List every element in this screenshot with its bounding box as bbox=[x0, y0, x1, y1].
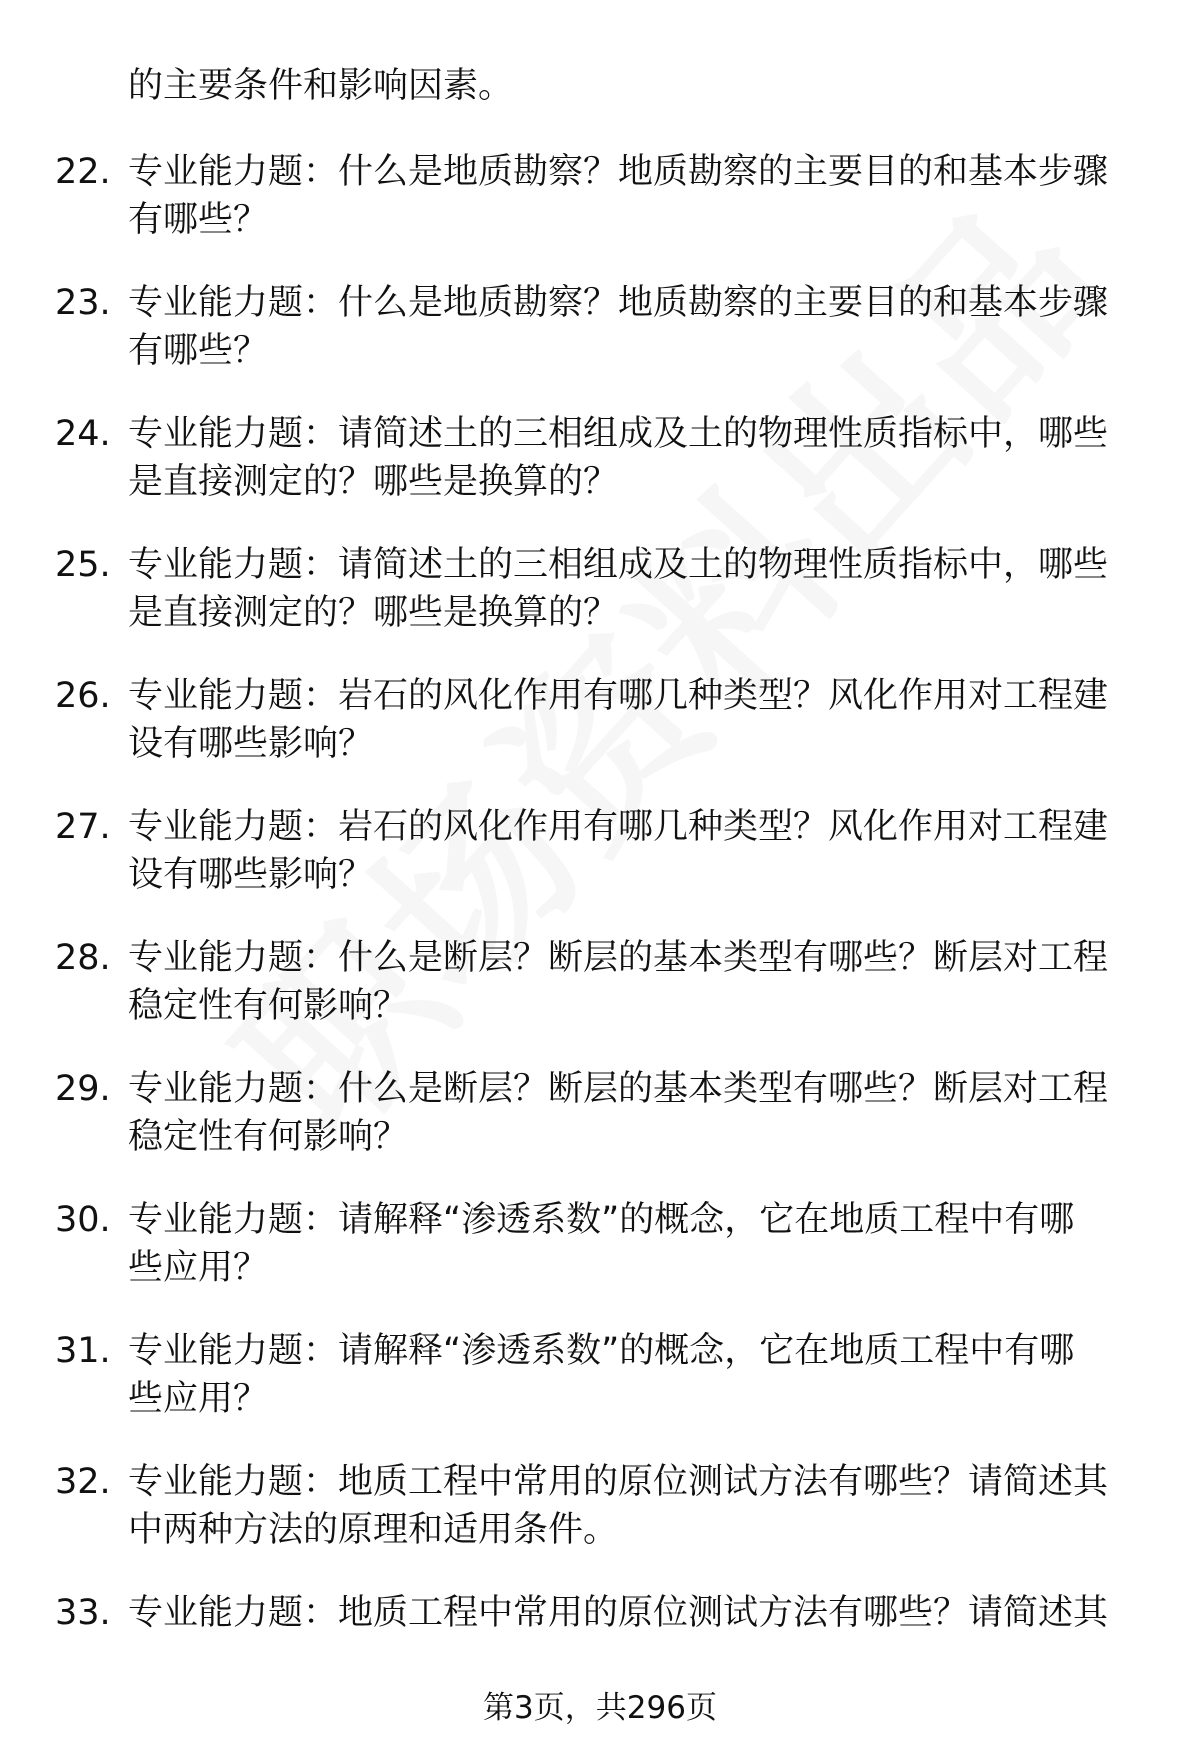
question-line: 专业能力题：什么是地质勘察？地质勘察的主要目的和基本步骤 bbox=[128, 152, 1109, 192]
question-line: 专业能力题：地质工程中常用的原位测试方法有哪些？请简述其 bbox=[128, 1593, 1109, 1633]
question-line: 稳定性有何影响？ bbox=[128, 1117, 409, 1157]
question-text bbox=[128, 1065, 1138, 1161]
question-item bbox=[0, 1458, 1200, 1589]
question-number: 32. bbox=[55, 1462, 111, 1502]
question-item bbox=[0, 803, 1200, 934]
question-line: 专业能力题：什么是断层？断层的基本类型有哪些？断层对工程 bbox=[128, 938, 1109, 978]
question-number: 23. bbox=[55, 283, 111, 323]
question-number: 33. bbox=[55, 1593, 111, 1633]
question-text bbox=[128, 1196, 1138, 1292]
question-line: 专业能力题：什么是地质勘察？地质勘察的主要目的和基本步骤 bbox=[128, 283, 1109, 323]
question-text bbox=[128, 934, 1138, 1030]
question-item bbox=[0, 279, 1200, 410]
question-number: 29. bbox=[55, 1069, 111, 1109]
continuation-text: 的主要条件和影响因素。 bbox=[128, 66, 514, 106]
question-line: 是直接测定的？哪些是换算的？ bbox=[128, 462, 619, 502]
question-line: 专业能力题：请简述土的三相组成及土的物理性质指标中，哪些 bbox=[128, 545, 1109, 585]
question-number: 28. bbox=[55, 938, 111, 978]
question-text bbox=[128, 148, 1138, 244]
question-line: 专业能力题：地质工程中常用的原位测试方法有哪些？请简述其 bbox=[128, 1462, 1109, 1502]
question-text bbox=[128, 1327, 1138, 1423]
question-item bbox=[0, 541, 1200, 672]
question-line: 专业能力题：岩石的风化作用有哪几种类型？风化作用对工程建 bbox=[128, 807, 1109, 847]
question-text bbox=[128, 541, 1138, 637]
question-item bbox=[0, 672, 1200, 803]
question-text bbox=[128, 410, 1138, 506]
question-line: 是直接测定的？哪些是换算的？ bbox=[128, 593, 619, 633]
question-text bbox=[128, 672, 1138, 768]
question-item bbox=[0, 148, 1200, 279]
question-number: 27. bbox=[55, 807, 111, 847]
question-line: 有哪些？ bbox=[128, 200, 269, 240]
question-list bbox=[0, 148, 1200, 1720]
question-line: 专业能力题：请解释“渗透系数”的概念，它在地质工程中有哪 bbox=[128, 1200, 1075, 1240]
question-line: 专业能力题：请解释“渗透系数”的概念，它在地质工程中有哪 bbox=[128, 1331, 1075, 1371]
question-line: 设有哪些影响？ bbox=[128, 855, 374, 895]
question-item bbox=[0, 410, 1200, 541]
question-line: 专业能力题：岩石的风化作用有哪几种类型？风化作用对工程建 bbox=[128, 676, 1109, 716]
question-line: 专业能力题：什么是断层？断层的基本类型有哪些？断层对工程 bbox=[128, 1069, 1109, 1109]
question-text bbox=[128, 279, 1138, 375]
question-text bbox=[128, 803, 1138, 899]
page-footer: 第3页，共296页 bbox=[483, 1690, 717, 1726]
question-number: 26. bbox=[55, 676, 111, 716]
question-number: 25. bbox=[55, 545, 111, 585]
question-item bbox=[0, 1065, 1200, 1196]
question-line: 有哪些？ bbox=[128, 331, 269, 371]
question-number: 24. bbox=[55, 414, 111, 454]
question-text bbox=[128, 1458, 1138, 1554]
question-item bbox=[0, 1196, 1200, 1327]
question-line: 稳定性有何影响？ bbox=[128, 986, 409, 1026]
question-line: 中两种方法的原理和适用条件。 bbox=[128, 1510, 619, 1550]
question-line: 些应用？ bbox=[128, 1248, 269, 1288]
question-line: 设有哪些影响？ bbox=[128, 724, 374, 764]
question-number: 31. bbox=[55, 1331, 111, 1371]
question-line: 专业能力题：请简述土的三相组成及土的物理性质指标中，哪些 bbox=[128, 414, 1109, 454]
question-item bbox=[0, 1327, 1200, 1458]
question-number: 30. bbox=[55, 1200, 111, 1240]
question-line: 些应用？ bbox=[128, 1379, 269, 1419]
question-item bbox=[0, 934, 1200, 1065]
question-text bbox=[128, 1589, 1138, 1637]
question-number: 22. bbox=[55, 152, 111, 192]
